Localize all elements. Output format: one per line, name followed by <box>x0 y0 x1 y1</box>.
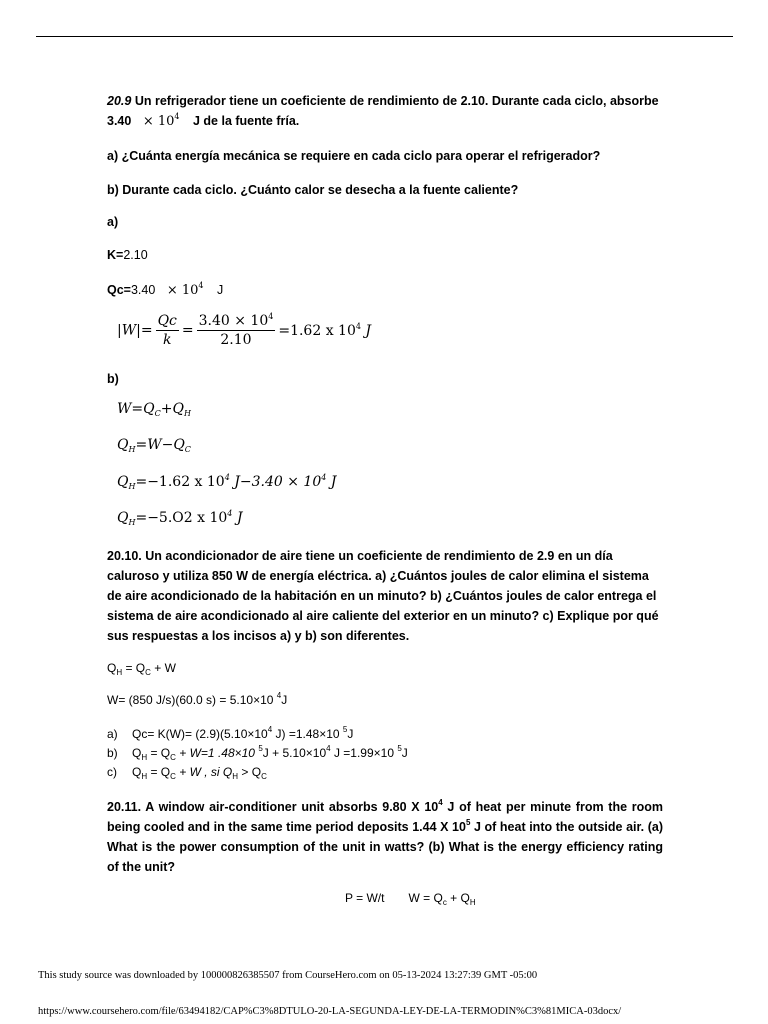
subscript: H <box>116 668 123 677</box>
qc-exponent: 4 <box>198 281 204 290</box>
eq-part: +Q <box>160 401 184 417</box>
power-formulas <box>345 891 476 905</box>
formula-qh <box>107 658 659 678</box>
answer-part: J) =1.48×10 <box>272 727 343 741</box>
equation-b4 <box>117 510 242 526</box>
answer-part: J <box>347 727 354 741</box>
times-ten: × 10 <box>142 114 175 129</box>
statement-part: J of heat per minute from the room being cooled and in the same time period deposits 1.44 X 10 <box>107 800 663 834</box>
power-formula: P = W/t <box>345 891 385 905</box>
exponent: 4 <box>321 473 327 482</box>
source-url-link[interactable]: https://www.coursehero.com/file/63494182/CAP%C3%8DTULO-20-LA-SEGUNDA-LEY-DE-LA-TERMODIN%C3%81MICA-03docx/ <box>38 1006 622 1017</box>
subscript: H <box>128 482 136 491</box>
eq-part: Q <box>117 437 129 453</box>
eq-part: J−3.40 × 10 <box>229 474 322 490</box>
statement-part: J of heat into the outside air. (a) What is the power consumption of the unit in watts? (b) What is the energy efficiency rating of the unit? <box>107 820 664 874</box>
exponent: 5 <box>465 818 471 827</box>
fraction-denominator-values: 2.10 <box>220 332 252 348</box>
answer-c <box>107 763 408 782</box>
answer-b <box>107 744 408 763</box>
eq-part: =−1.62 x 10 <box>135 474 225 490</box>
problem-20-10-statement: 20.10. Un acondicionador de aire tiene un coeficiente de rendimiento de 2.9 en un día caluroso y utiliza 850 W de energía eléctrica. a) ¿Cuántos joules de calor elimina el sistema de aire acondicionado de la habitación en un minuto? b) ¿Cuántos joules de calor entrega el sistema de aire acondicionado al aire caliente del exterior en un minuto? c) Explique por qué sus respuestas a los incisos a) y b) son diferentes. <box>107 549 659 643</box>
eq-part: =W−Q <box>135 437 185 453</box>
eq-unit: J <box>326 474 337 490</box>
f-unit: J <box>281 693 288 707</box>
answer-label: c) <box>107 765 117 779</box>
work-formula-part: + Q <box>446 891 470 905</box>
exponent: 4 <box>267 725 273 734</box>
fraction-values <box>197 313 276 348</box>
exponent: 4 <box>276 691 282 700</box>
answers-list <box>107 725 408 782</box>
exponent: 5 <box>258 744 263 753</box>
question-b: b) Durante cada ciclo. ¿Cuánto calor se desecha a la fuente caliente? <box>107 183 519 197</box>
qc-number: 3.40 <box>130 283 156 297</box>
subscript: H <box>128 445 136 454</box>
qc-value <box>107 280 659 301</box>
problem-number: 20.9 <box>107 94 132 108</box>
answer-part: J + 5.10×10 <box>262 746 327 760</box>
subscript: C <box>154 409 161 418</box>
formula-work <box>107 690 659 710</box>
answer-part: = Q <box>147 746 171 760</box>
equation-b3 <box>117 474 336 490</box>
subscript: C <box>170 753 176 762</box>
problem-20-11-statement <box>107 797 663 877</box>
f-part: W= (850 J/s)(60.0 s) = 5.10×10 <box>107 693 277 707</box>
problem-20-9-statement <box>107 91 659 132</box>
eq-result <box>278 323 371 339</box>
exponent: 4 <box>438 798 443 807</box>
subscript: C <box>145 668 151 677</box>
qc-power <box>167 283 204 298</box>
answer-part: + W=1 .48×10 <box>175 746 259 760</box>
f-part: Q <box>107 661 117 675</box>
equation-b2 <box>117 437 191 453</box>
answer-part: Q <box>132 746 142 760</box>
eq-part: Q <box>117 474 129 490</box>
answer-part: = Q <box>147 765 171 779</box>
solution-b-label: b) <box>107 372 119 386</box>
equals-sign: = <box>181 322 194 339</box>
answer-part: J <box>401 746 408 760</box>
qc-unit: J <box>216 283 224 297</box>
statement-line: Un refrigerador tiene un coeficiente de rendimiento de 2.10. Durante cada ciclo, absorbe <box>131 94 659 108</box>
subscript: C <box>261 772 267 781</box>
work-formula: W = Q <box>408 891 443 905</box>
equation-b1 <box>117 401 191 417</box>
subscript: H <box>469 898 476 907</box>
fraction-denominator: k <box>162 332 172 348</box>
eq-lhs: |W|= <box>117 322 153 339</box>
statement-part: 20.11. A window air-conditioner unit absorbs 9.80 X 10 <box>107 800 439 814</box>
fraction-numerator: Qc <box>157 313 177 329</box>
k-value <box>107 245 659 265</box>
power-of-ten <box>143 114 180 129</box>
exponent: 4 <box>174 112 180 121</box>
answer-part: + W , si Q <box>175 765 233 779</box>
download-notice: This study source was downloaded by 100000826385507 from CourseHero.com on 05-13-2024 13:27:39 GMT -05:00 <box>38 970 538 981</box>
subscript: H <box>141 772 148 781</box>
eq-part: W=Q <box>117 401 155 417</box>
answer-part: > Q <box>238 765 262 779</box>
eq-unit: J <box>232 510 243 526</box>
subscript: C <box>184 445 191 454</box>
answer-label: b) <box>107 746 118 760</box>
subscript: c <box>442 898 447 907</box>
exponent: 4 <box>326 744 331 753</box>
answer-part: J =1.99×10 <box>330 746 398 760</box>
k-number: 2.10 <box>123 248 148 262</box>
answer-part: Q <box>132 765 142 779</box>
subscript: H <box>141 753 148 762</box>
f-part: + W <box>150 661 176 675</box>
fraction-qc-k <box>156 313 179 348</box>
qc-times: × 10 <box>166 283 199 298</box>
answer-label: a) <box>107 727 118 741</box>
eq-part: Q <box>117 510 129 526</box>
answer-part: Qc= K(W)= (2.9)(5.10×10 <box>132 727 268 741</box>
qc-label: Qc= <box>107 283 131 297</box>
subscript: H <box>183 409 191 418</box>
fraction-numerator-values <box>197 313 276 331</box>
numerator-text: 3.40 × 10 <box>198 313 269 329</box>
f-part: = Q <box>122 661 146 675</box>
result-unit: J <box>360 322 372 339</box>
result-text: =1.62 x 10 <box>278 322 356 339</box>
k-label: K= <box>107 248 124 262</box>
statement-end: J de la fuente fría. <box>192 114 300 128</box>
question-a: a) ¿Cuánta energía mecánica se requiere en cada ciclo para operar el refrigerador? <box>107 149 601 163</box>
answer-a <box>107 725 408 744</box>
exponent: 5 <box>397 744 402 753</box>
work-equation <box>117 313 371 348</box>
exponent: 4 <box>224 473 230 482</box>
value: 3.40 <box>107 114 132 128</box>
subscript: H <box>128 518 136 527</box>
exponent: 5 <box>342 725 348 734</box>
subscript: H <box>232 772 239 781</box>
eq-part: =−5.O2 x 10 <box>135 510 228 526</box>
top-rule <box>36 36 733 37</box>
solution-a-label: a) <box>107 215 119 229</box>
result-exponent: 4 <box>355 321 361 331</box>
numerator-exponent: 4 <box>268 312 274 321</box>
exponent: 4 <box>227 509 233 518</box>
subscript: C <box>170 772 176 781</box>
